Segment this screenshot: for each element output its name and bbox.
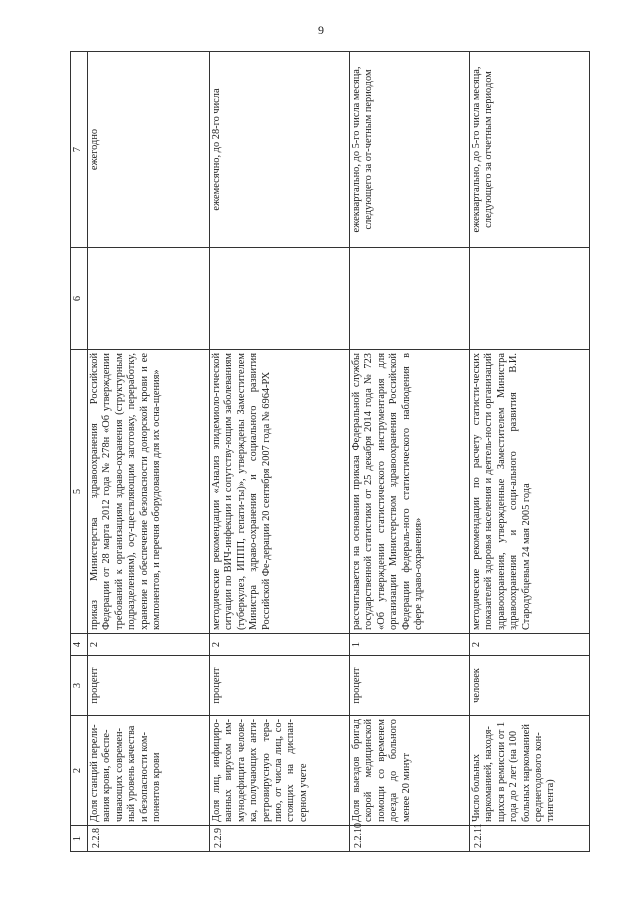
col-header-3: 3: [71, 656, 88, 716]
table-row: [350, 52, 470, 852]
period-cell: ежемесячно, до 28-го числа: [210, 52, 350, 248]
col6-cell: [350, 248, 470, 350]
rotated-table-container: [70, 52, 588, 852]
col6-cell: [88, 248, 210, 350]
table-row: [88, 52, 210, 852]
table-row: [210, 52, 350, 852]
unit-cell: процент: [88, 656, 210, 716]
source-cell: рассчитывается на основании приказа Федеральной службы государственной статистики от 25 декабря 2014 года № 723 «Об утверждении статистического инструментария для организации Министерством здравоохранения Российской Федерации федераль-ного статистического наблюдения в сфере здраво-охранения»: [350, 350, 470, 634]
indicator-cell: Доля станций перели-вания крови, обеспе-чивающих современ-ный уровень качества и безопасности ком-понентов крови: [88, 716, 210, 826]
source-cell: приказ Министерства здравоохранения Российской Федерации от 28 марта 2012 года № 278н «Об утверждении требований к организациям здраво-охранения (структурным подразделениям), осу-ществляющим заготовку, переработку, хранение и обеспечение безопасности донорской крови и ее компонентов, и перечня оборудования для их осна-щения»: [88, 350, 210, 634]
type-cell: 2: [470, 634, 590, 656]
col6-cell: [470, 248, 590, 350]
col-header-6: 6: [71, 248, 88, 350]
row-number: 2.2.10: [350, 826, 470, 852]
indicator-cell: Доля лиц, инфициро-ванных вирусом им-мунодефицита челове-ка, получающих анти-ретровирусную тера-пию, от числа лиц, со-стоящих на диспан-серном учете: [210, 716, 350, 826]
source-cell: методические рекомендации «Анализ эпидемиоло-гической ситуации по ВИЧ-инфекции и сопутству-ющим заболеваниям (туберкулез, ИППП, гепати-ты)», утверждены Заместителем Министра здраво-охранения и социального развития Российской Фе-дерации 20 сентября 2007 года № 6964-РХ: [210, 350, 350, 634]
type-cell: 2: [88, 634, 210, 656]
col-header-2: 2: [71, 716, 88, 826]
indicators-table: [70, 51, 590, 852]
col6-cell: [210, 248, 350, 350]
page-number: 9: [318, 23, 324, 37]
type-cell: 2: [210, 634, 350, 656]
table-header-row: [71, 52, 88, 852]
table-row: [470, 52, 590, 852]
unit-cell: процент: [210, 656, 350, 716]
unit-cell: человек: [470, 656, 590, 716]
type-cell: 1: [350, 634, 470, 656]
unit-cell: процент: [350, 656, 470, 716]
row-number: 2.2.8: [88, 826, 210, 852]
period-cell: ежеквартально, до 5-го числа месяца, следующего за отчетным периодом: [470, 52, 590, 248]
source-cell: методические рекомендации по расчету статисти-ческих показателей здоровья населения и деятель-ности организаций здравоохранения, утвержденные Заместителем Министра здравоохранения и соци-ального развития В.И. Стародубцевым 24 мая 2005 года: [470, 350, 590, 634]
col-header-4: 4: [71, 634, 88, 656]
row-number: 2.2.11: [470, 826, 590, 852]
indicator-cell: Доля выездов бригад скорой медицинской помощи со временем доезда до больного менее 20 минут: [350, 716, 470, 826]
col-header-5: 5: [71, 350, 88, 634]
row-number: 2.2.9: [210, 826, 350, 852]
col-header-1: 1: [71, 826, 88, 852]
col-header-7: 7: [71, 52, 88, 248]
indicator-cell: Число больных наркоманией, находя-щихся в ремиссии от 1 года до 2 лет (на 100 больных наркоманией среднегодового кон-тингента): [470, 716, 590, 826]
period-cell: ежеквартально, до 5-го числа месяца, следующего за от-четным периодом: [350, 52, 470, 248]
period-cell: ежегодно: [88, 52, 210, 248]
